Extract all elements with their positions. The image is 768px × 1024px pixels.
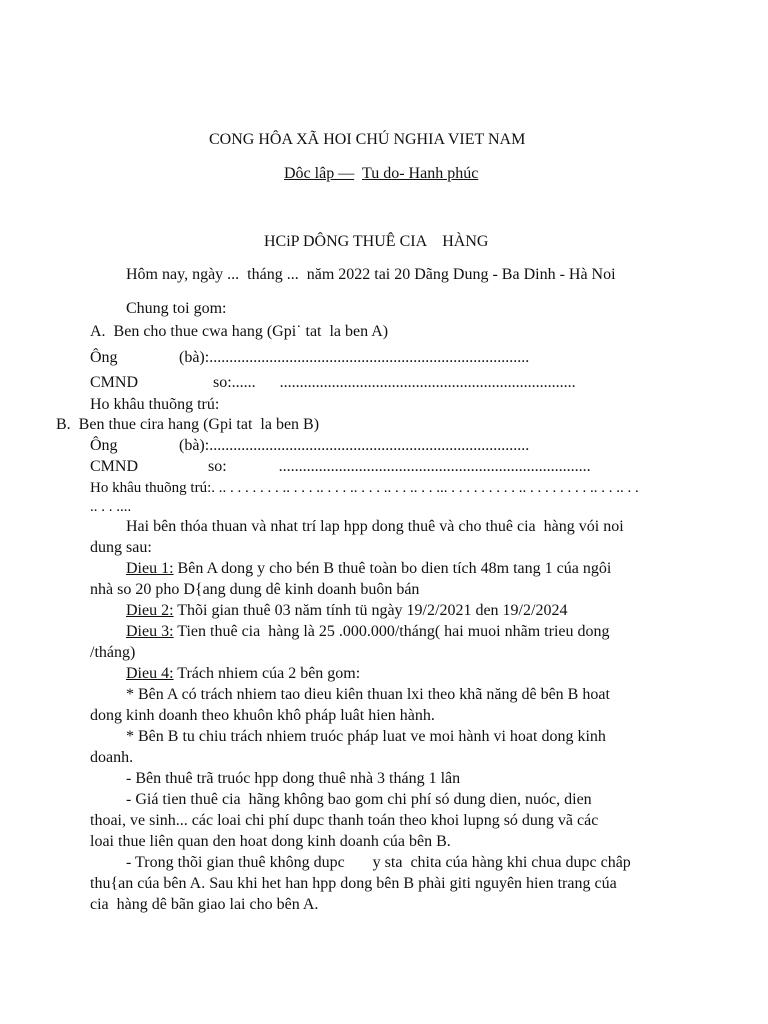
responsibility-4-line-3: loai thue liên quan den hoat dong kinh doanh cúa bên B.: [90, 833, 451, 850]
responsibility-5-line-2: thu{an cúa bên A. Sau khi het han hpp dong bên B phài giti nguyên hien trang cúa: [90, 875, 617, 892]
party-b-residence-2: .. . . ....: [90, 499, 132, 515]
agreement-line-2: dung sau:: [90, 539, 152, 556]
party-b-id-line: so: ..............................................................................: [208, 458, 591, 475]
responsibility-3-line-1: - Bên thuê trã truóc hpp dong thuê nhà 3 tháng 1 lân: [126, 770, 461, 787]
party-a-id-prefix: CMND: [90, 374, 139, 391]
article-1-label: Dieu 1:: [126, 560, 174, 577]
article-3-text: Tien thuê cia hàng là 25 .000.000/tháng( hai muoi nhãm trieu dong: [173, 623, 610, 640]
article-2-text: Thõi gian thuê 03 năm tính tü ngày 19/2/2021 den 19/2/2024: [173, 602, 568, 619]
party-b-residence-1: Ho khâu thuõng trú:. .. . . . . . . . .. . . . .. . . . .. . . . .. . . .. . . ... . . . . . . . . . .. . . . . . . . . .. . . .. . .: [90, 480, 639, 496]
party-b-name-line: (bà):................................................................................: [179, 437, 530, 454]
agreement-line-1: Hai bên thóa thuan và nhat trí lap hpp dong thuê và cho thuê cia hàng vói noi: [126, 518, 624, 535]
responsibility-4-line-2: thoai, ve sinh... các loai chi phí dupc thanh toán theo khoi lupng só dung vã các: [90, 812, 599, 829]
article-4-line-1: [126, 663, 360, 684]
motto-part-1: Dôc lâp —: [284, 165, 355, 182]
article-2-label: Dieu 2:: [126, 602, 174, 619]
responsibility-2-line-1: * Bên B tu chiu trách nhiem truóc pháp luat ve moi hành vi hoat dong kinh: [126, 728, 606, 745]
party-a-heading: A. Ben cho thue cwa hang (Gpi˙ tat la ben A): [90, 323, 389, 340]
responsibility-2-line-2: doanh.: [90, 749, 134, 766]
article-4-label: Dieu 4:: [126, 665, 174, 682]
intro-line: Chung toi gom:: [126, 300, 227, 317]
article-4-text: Trách nhiem cúa 2 bên gom:: [173, 665, 361, 682]
party-a-name-line: (bà):................................................................................: [179, 349, 530, 366]
party-b-name-prefix: Ông: [90, 437, 118, 454]
article-3-line-2: /tháng): [90, 644, 136, 661]
party-b-id-prefix: CMND: [90, 458, 139, 475]
party-a-name-prefix: Ông: [90, 349, 118, 366]
article-1-line-1: [126, 558, 611, 579]
responsibility-5-line-1: - Trong thõi gian thuê không dupc y sta chita cúa hàng khi chua dupc châp: [126, 854, 631, 871]
article-3-line-1: [126, 621, 609, 642]
contract-title: HCiP DÔNG THUÊ CIA HÀNG: [264, 233, 489, 250]
responsibility-5-line-3: cia hàng dê bãn giao lai cho bên A.: [90, 896, 319, 913]
article-3-label: Dieu 3:: [126, 623, 174, 640]
responsibility-1-line-1: * Bên A có trách nhiem tao dieu kiên thuan lxi theo khã năng dê bên B hoat: [126, 686, 610, 703]
responsibility-4-line-1: - Giá tien thuê cia hãng không bao gom chi phí só dung dien, nuóc, dien: [126, 791, 592, 808]
date-line: Hôm nay, ngày ... tháng ... năm 2022 tai 20 Dãng Dung - Ba Dinh - Hà Noi: [126, 266, 616, 283]
party-a-id-line: so:...... ..........................................................................: [213, 374, 576, 391]
party-a-residence: Ho khâu thuõng trú:: [90, 396, 220, 413]
motto-part-2: Tu do- Hanh phúc: [362, 165, 479, 182]
responsibility-1-line-2: dong kinh doanh theo khuôn khô pháp luât hien hành.: [90, 707, 435, 724]
article-1-line-2: nhà so 20 pho D{ang dung dê kinh doanh buôn bán: [90, 581, 420, 598]
country-heading: CONG HÔA XÃ HOI CHÚ NGHIA VIET NAM: [209, 131, 526, 148]
article-1-text: Bên A dong y cho bén B thuê toàn bo dien tích 48m tang 1 cúa ngôi: [173, 560, 612, 577]
party-b-heading: B. Ben thue cira hang (Gpi tat la ben B): [56, 416, 320, 433]
article-2-line-1: [126, 600, 567, 621]
